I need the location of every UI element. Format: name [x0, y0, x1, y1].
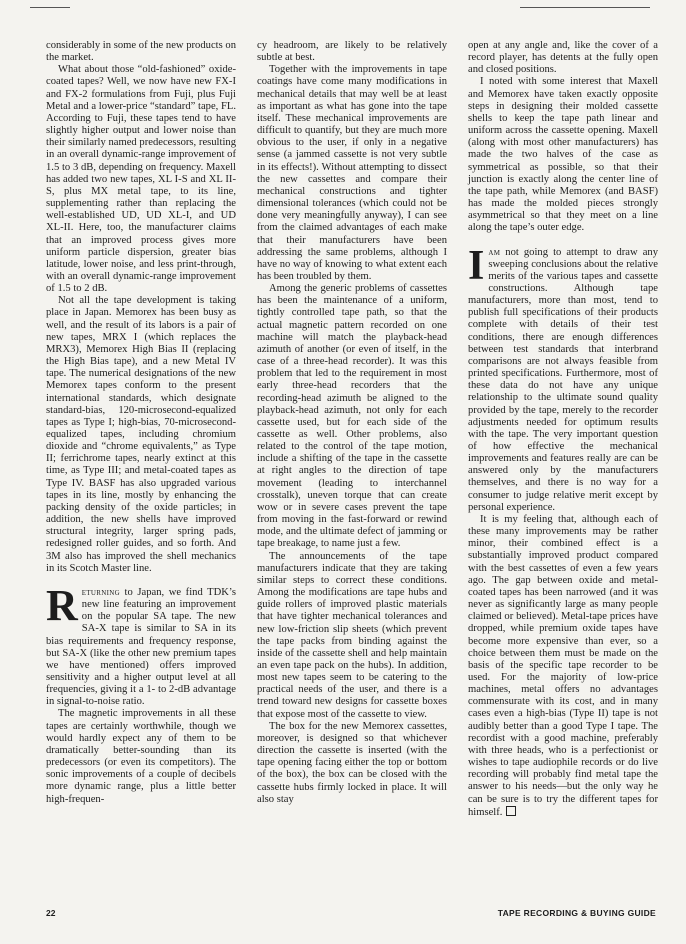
- paragraph: [46, 580, 236, 709]
- paragraph: [257, 64, 447, 283]
- paragraph-text: The magnetic improvements in all these tapes are certainly worthwhile, though we would hardly expect any of them to be dramatically better-sounding than its predecessors (or even its competitors). The sonic improvements of a couple of decibels more dynamic range, plus a little better high-frequen-: [46, 708, 236, 805]
- column-2: [257, 40, 447, 806]
- paragraph-text: Not all the tape development is taking place in Japan. Memorex has been busy as well, and the result of its labors is a pair of new tapes, MRX I (which replaces the MRX3), Memorex High Bias II (replacing the High Bias tape), and a new Metal IV tape. The numerical designations of the new Memorex tapes conform to the present international standards, which designate standard-bias, 120-microsecond-equalized tapes as Type I; high-bias, 70-microsecond-equalized tapes, including chromium dioxide and “chrome equivalents,” as Type II; ferrichrome tapes, nearly extinct at this time, as Type III; and metal-coated tapes as Type IV. BASF has also upgraded various tapes in its line, mostly by enhancing the packing density of the oxide particles; in addition, the new shells have improved structural integrity, larger spring pads, redesigned roller guides, and so forth. And 3M also has improved the shell mechanics in its Scotch Master line.: [46, 295, 236, 574]
- paragraph: [257, 40, 447, 64]
- paragraph-text: I noted with some interest that Maxell and Memorex have taken exactly opposite steps in designing their molded cassette shells to keep the tape path linear and uniform across the cassette opening. Maxell (along with most other manufacturers) has made the two halves of the case as symmetrical as possible, so that their junction is exactly along the center line of the tape path, while Memorex (and BASF) has made the molded pieces strongly asymmetrical so that they meet on a line along the tape’s outer edge.: [468, 76, 658, 234]
- end-of-article-icon: [506, 806, 516, 816]
- paragraph: [257, 721, 447, 806]
- lead-in-smallcaps: eturning: [81, 586, 120, 598]
- drop-cap: R: [46, 580, 78, 630]
- column-3: [468, 40, 658, 819]
- paragraph-text: considerably in some of the new products on the market.: [46, 40, 236, 64]
- paragraph: [46, 295, 236, 575]
- paragraph: [468, 40, 658, 76]
- paragraph-text: to Japan, we find TDK’s new line featuring an improvement on the popular SA tape. The new SA-X tape is similar to SA in its bias requirements and frequency response, but SA-X (like the other new premium tapes we have mentioned) offers improved sensitivity and a higher output level at all frequencies, giving it a 1- to 2-dB advantage in signal-to-noise ratio.: [46, 586, 236, 708]
- lead-in-smallcaps: am: [488, 246, 501, 258]
- paragraph: [46, 40, 236, 64]
- paragraph: [257, 283, 447, 550]
- paragraph-text: What about those “old-fashioned” oxide-coated tapes? Well, we now have new FX-I and FX-2 formulations from Fuji, plus Fuji Metal and a lower-price “standard” tape, FL. According to Fuji, these tapes tend to have slightly higher output and lower noise than their similarly named predecessors, resulting in an overall dynamic-range improvement of 1.5 to 3 dB, depending on frequency. Maxell has added two new tapes, XL I-S and XL II-S, plus MX metal tape, to its line, supplementing rather than replacing the well-established UD, UD XL-I, and UD XL-II. Here, too, the manufacturer claims that an improved process gives more uniform particle dispersion, greater bias latitude, lower noise, and less print-through, with an overall dynamic-range improvement of 1.5 to 2 dB.: [46, 64, 236, 295]
- drop-cap: I: [468, 242, 485, 289]
- top-rule-left: [30, 7, 70, 8]
- paragraph-text: not going to attempt to draw any sweeping conclusions about the relative merits of the various tapes and cassette constructions. Although tape manufacturers, more than most, tend to publish full specifications of their products complete with details of their test conditions, there are enough differences between test standards that interbrand comparisons are not always feasible from printed specifications. Furthermore, most of these data do not have any unique relationship to the ultimate sound quality provided by the tape, merely to the recorder adjustments needed for optimum results with the tape. The very important question of how effective the mechanical improvements and features really are can be answered only by the manufacturers themselves, and there is no way for a consumer to judge relative merit except by personal experience.: [468, 246, 658, 513]
- paragraph-text: Among the generic problems of cassettes has been the maintenance of a uniform, tightly controlled tape path, so that the actual magnetic pattern recorded on one machine will match the playback-head azimuth of another (or even of itself, in the case of a three-head recorder). It was this problem that led to the requirement in most early three-head recorders that the recording-head azimuth be aligned to the playback-head azimuth, not only for each cassette used, but for each side of the cassette as well. Other problems, also related to the control of the tape motion, include a shifting of the tape in the cassette at right angles to the direction of tape movement (leading to interchannel crosstalk), uneven torque that can create wow or in severe cases prevent the tape from moving in the fast-forward or rewind mode, and the ultimate defect of jamming or tape breakage, to name just a few.: [257, 283, 447, 550]
- page-number: 22: [46, 908, 56, 918]
- paragraph: [468, 514, 658, 819]
- paragraph: [468, 242, 658, 514]
- paragraph: [468, 76, 658, 234]
- top-rule-right: [520, 7, 650, 8]
- column-1: [46, 40, 236, 806]
- paragraph: [257, 551, 447, 721]
- paragraph-text: The box for the new Memorex cassettes, moreover, is designed so that whichever direction the cassette is inserted (with the tape opening facing either the top or bottom of the box), the box can be closed with the cassette hubs firmly locked in place. It will also stay: [257, 720, 447, 805]
- paragraph-text: Together with the improvements in tape coatings have come many modifications in mechanical details that may well be at least as important as what has gone into the tape itself. These mechanical improvements are difficult to quantify, but they are much more obvious to the user, if only in a negative sense (a jammed cassette is not very subtle in its effects!). Without attempting to dissect the new cassettes and compare their mechanical constructions and tighter dimensional tolerances (which could not be done very meaningfully anyway), I can see from the claimed advantages of each make that their manufacturers have been addressing the same problems, although I have no way of knowing to what extent each has been troubled by them.: [257, 64, 447, 282]
- paragraph-text: open at any angle and, like the cover of a record player, has detents at the fully open and closed positions.: [468, 40, 658, 76]
- paragraph-text: The announcements of the tape manufacturers indicate that they are taking similar steps to correct these conditions. Among the modifications are tape hubs and guide rollers of improved plastic materials that have tighter mechanical tolerances and new low-friction slip sheets (which prevent the tape packs from binding against the inside of the cassette shell and help maintain an even tape pack on the hubs). In addition, most new tapes seem to be catering to the practical needs of the user, and there is a trend toward new designs for cassette boxes that expose most of the cassette to view.: [257, 550, 447, 720]
- paragraph-text: It is my feeling that, although each of these many improvements may be rather minor, their combined effect is a substantially improved product compared with the best cassettes of even a few years ago. The gap between oxide and metal-coated tapes has been narrowed (and it was never as significantly large as many people claimed or believed). Metal-tape prices have dropped, while premium oxide tapes have become more expensive than ever, so a choice between them must be made on the basis of the specific tape recorder to be used. For the majority of low-price machines, metal offers no advantages commensurate with its cost, and in many cases even a high-bias (Type II) tape is not audibly better than a good Type I tape. The recordist with a good machine, preferably with three heads, who is a perfectionist or wishes to tape audiophile records or do live recording will probably find metal tape the answer to his needs—but the only way he can be sure is to try the different tapes for himself.: [468, 513, 658, 818]
- paragraph-text: cy headroom, are likely to be relatively subtle at best.: [257, 40, 447, 64]
- paragraph: [46, 64, 236, 295]
- paragraph: [46, 708, 236, 805]
- running-footer-title: TAPE RECORDING & BUYING GUIDE: [497, 908, 656, 918]
- article-body: [46, 40, 658, 900]
